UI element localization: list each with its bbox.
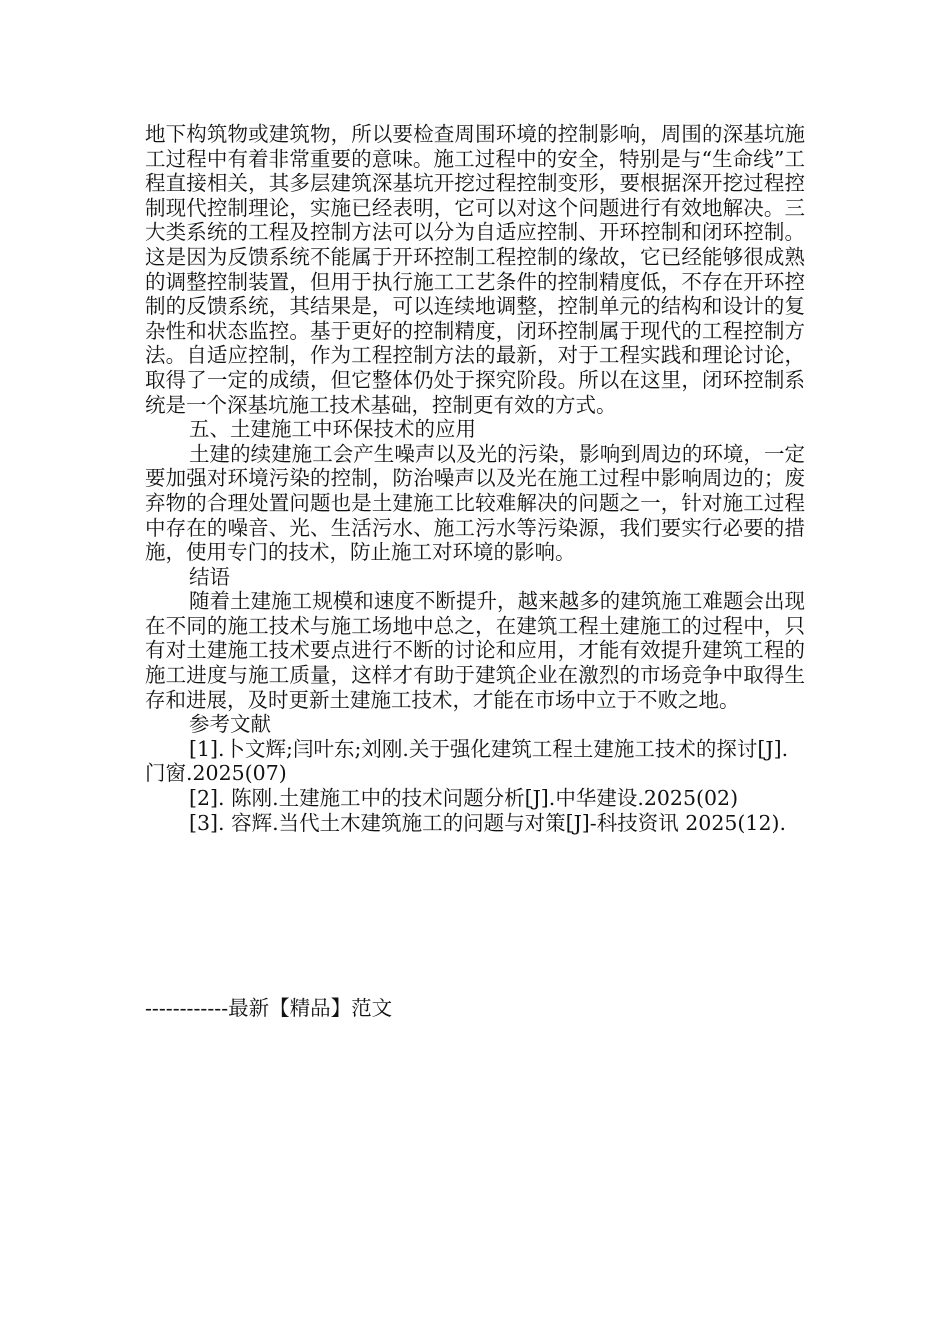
section-heading-conclusion: 结语 [189, 564, 230, 589]
section-heading-environmental: 五、土建施工中环保技术的应用 [189, 417, 476, 442]
paragraph-deep-pit-control: 地下构筑物或建筑物，所以要检查周围环境的控制影响，周围的深基坑施工过程中有着非常重要的意味。施工过程中的安全，特别是与“生命线”工程直接相关，其多层建筑深基坑开挖过程控制变形，要根据深开挖过程控制现代控制理论，实施已经表明，它可以对这个问题进行有效地解决。三大类系统的工程及控制方法可以分为自适应控制、开环控制和闭环控制。这是因为反馈系统不能属于开环控制工程控制的缘故，它已经能够很成熟的调整控制装置，但用于执行施工工艺条件的控制精度低，不存在开环控制的反馈系统，其结果是，可以连续地调整，控制单元的结构和设计的复杂性和状态监控。基于更好的控制精度，闭环控制属于现代的工程控制方法。自适应控制，作为工程控制方法的最新，对于工程实践和理论讨论，取得了一定的成绩，但它整体仍处于探究阶段。所以在这里，闭环控制系统是一个深基坑施工技术基础，控制更有效的方式。 [145, 122, 805, 417]
paragraph-environmental: 土建的续建施工会产生噪声以及光的污染，影响到周边的环境，一定要加强对环境污染的控制，防治噪声以及光在施工过程中影响周边的；废弃物的合理处置问题也是土建施工比较难解决的问题之一，针对施工过程中存在的噪音、光、生活污水、施工污水等污染源，我们要实行必要的措施，使用专门的技术，防止施工对环境的影响。 [145, 441, 805, 565]
reference-item-1: [1].卜文辉;闫叶东;刘刚.关于强化建筑工程土建施工技术的探讨[J].门窗.2025(07) [145, 736, 789, 786]
reference-item-3: [3]. 容辉.当代土木建筑施工的问题与对策[J]-科技资讯 2025(12). [189, 810, 787, 835]
reference-item-2: [2]. 陈刚.土建施工中的技术问题分析[J].中华建设.2025(02) [189, 786, 739, 811]
document-body [145, 122, 805, 835]
section-heading-references: 参考文献 [189, 712, 271, 737]
footer-banner: ------------最新【精品】范文 [145, 996, 393, 1020]
paragraph-conclusion: 随着土建施工规模和速度不断提升，越来越多的建筑施工难题会出现在不同的施工技术与施工场地中总之，在建筑工程土建施工的过程中，只有对土建施工技术要点进行不断的讨论和应用，才能有效提升建筑工程的施工进度与施工质量，这样才有助于建筑企业在激烈的市场竞争中取得生存和进展，及时更新土建施工技术，才能在市场中立于不败之地。 [145, 589, 805, 712]
